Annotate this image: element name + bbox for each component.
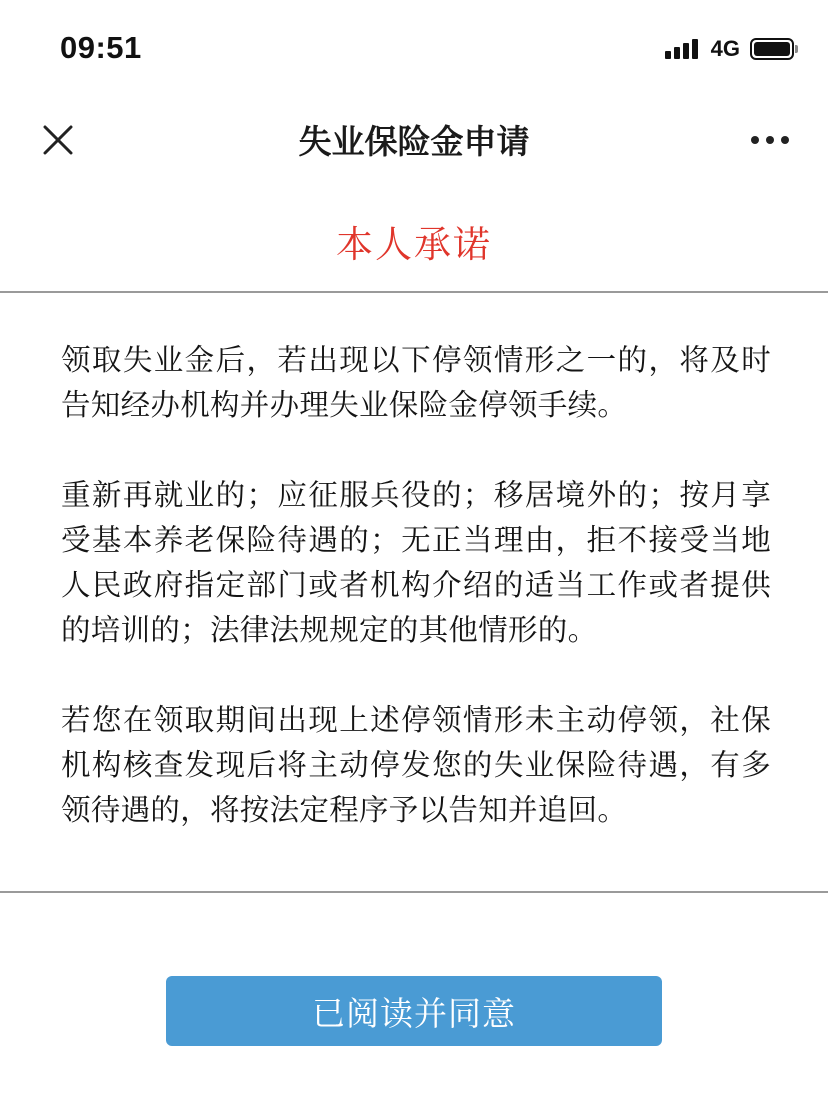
signal-bars-icon <box>665 39 701 59</box>
status-time: 09:51 <box>60 30 142 65</box>
pledge-paragraph-3: 若您在领取期间出现上述停领情形未主动停领，社保机构核查发现后将主动停发您的失业保险待遇，有多领待遇的，将按法定程序予以告知并追回。 <box>61 703 771 827</box>
nav-bar <box>0 96 828 184</box>
section-title: 本人承诺 <box>336 223 492 266</box>
status-indicators <box>665 36 794 62</box>
divider-top <box>0 291 828 293</box>
more-icon <box>750 135 790 145</box>
network-label: 4G <box>710 36 740 61</box>
pledge-paragraph-2: 重新再就业的；应征服兵役的；移居境外的；按月享受基本养老保险待遇的；无正当理由，拒不接受当地人民政府指定部门或者机构介绍的适当工作或者提供的培训的；法律法规规定的其他情形的。 <box>61 478 771 647</box>
page-title: 失业保险金申请 <box>298 122 530 161</box>
battery-icon <box>750 38 794 60</box>
pledge-content <box>61 338 771 878</box>
more-button[interactable] <box>742 112 798 168</box>
divider-bottom <box>0 891 828 893</box>
status-bar <box>0 0 828 96</box>
pledge-paragraph-1: 领取失业金后，若出现以下停领情形之一的，将及时告知经办机构并办理失业保险金停领手续。 <box>61 343 771 422</box>
agree-button[interactable]: 已阅读并同意 <box>166 976 662 1046</box>
